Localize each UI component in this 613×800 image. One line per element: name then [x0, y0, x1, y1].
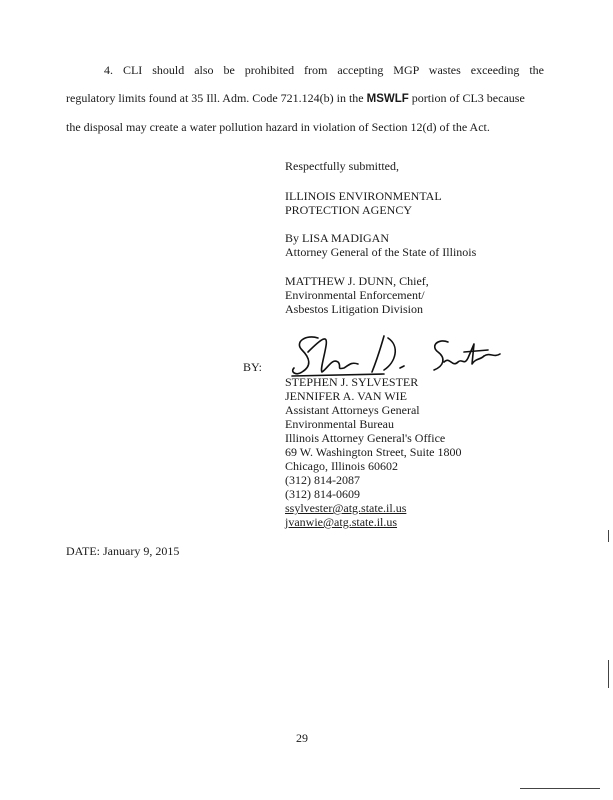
page-number: 29: [296, 731, 308, 745]
scan-mark: [608, 660, 609, 688]
document-date: DATE: January 9, 2015: [66, 544, 180, 558]
closing-line: Respectfully submitted,: [285, 159, 399, 173]
paragraph-line-2: regulatory limits found at 35 Ill. Adm. Code 721.124(b) in the MSWLF portion of CL3 because: [66, 91, 525, 105]
email-link-1[interactable]: ssylvester@atg.state.il.us: [285, 501, 407, 515]
mswlf-term: MSWLF: [366, 93, 409, 105]
attorney-general: By LISA MADIGAN Attorney General of the State of Illinois: [285, 231, 477, 259]
by-label: BY:: [243, 360, 262, 374]
body-paragraph: [66, 56, 544, 141]
agency-name: ILLINOIS ENVIRONMENTAL PROTECTION AGENCY: [285, 189, 442, 217]
email-link-2[interactable]: jvanwie@atg.state.il.us: [285, 515, 398, 529]
paragraph-line-1: 4. CLI should also be prohibited from accepting MGP wastes exceeding the: [104, 63, 544, 77]
scan-mark: [608, 530, 609, 542]
division-chief: MATTHEW J. DUNN, Chief, Environmental Enforcement/ Asbestos Litigation Division: [285, 274, 429, 316]
signatory-block: STEPHEN J. SYLVESTER JENNIFER A. VAN WIE Assistant Attorneys General Environmental Bureau Illinois Attorney General's Office 69 W. Washington Street, Suite 1800 Chicago, Illinois 60602 (312) 814-2087 (312) 814-0609 ssylvester@atg.state.il.us jvanwie@atg.state.il.us: [285, 375, 462, 529]
scan-mark: [520, 788, 600, 789]
paragraph-line-3: the disposal may create a water pollution hazard in violation of Section 12(d) of the Act.: [66, 120, 490, 134]
